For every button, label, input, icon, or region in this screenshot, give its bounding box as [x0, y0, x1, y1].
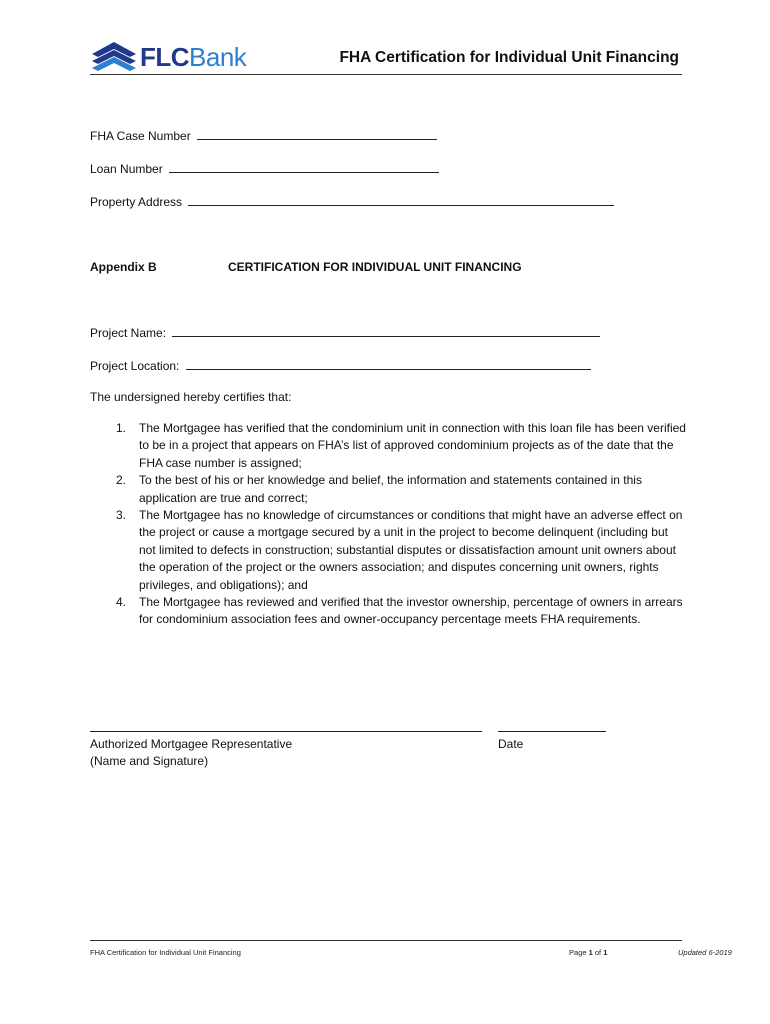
- page-prefix: Page: [569, 948, 587, 957]
- list-item-text: To the best of his or her knowledge and belief, the information and statements contained in this application are true and correct;: [139, 473, 642, 505]
- certification-title: CERTIFICATION FOR INDIVIDUAL UNIT FINANCING: [228, 260, 522, 274]
- flcbank-logo-icon: [90, 40, 140, 74]
- date-label: Date: [498, 737, 524, 751]
- certification-list: [116, 420, 686, 629]
- project-name-field: [90, 325, 600, 341]
- footer-divider: [90, 940, 682, 941]
- logo-text-bank: Bank: [189, 42, 247, 72]
- list-item: [116, 420, 686, 472]
- header-divider: [90, 74, 682, 75]
- list-item: [116, 594, 686, 629]
- list-item-text: The Mortgagee has reviewed and verified that the investor ownership, percentage of owners in arrears for condominium association fees and owner-occupancy percentage meets FHA requirements.: [139, 595, 683, 627]
- signature-line[interactable]: [90, 731, 482, 732]
- list-item-text: The Mortgagee has no knowledge of circumstances or conditions that might have an adverse effect on the project or cause a mortgage secured by a unit in the project to become delinquent (including but not limited to defects in construction; substantial disputes or dissatisfaction amount unit owners about the operation of the project or the owners association; and disputes concerning unit owners, rights privileges, and obligations); and: [139, 508, 683, 592]
- property-address-label: Property Address: [90, 195, 183, 209]
- loan-number-field: [90, 161, 439, 177]
- list-item-number: 1.: [116, 421, 127, 435]
- project-location-label: Project Location:: [90, 359, 180, 373]
- footer-updated: Updated 6-2019: [678, 948, 732, 957]
- document-title: FHA Certification for Individual Unit Financing: [339, 49, 679, 66]
- property-address-input[interactable]: [188, 194, 614, 206]
- logo-wordmark: [140, 41, 246, 73]
- page-total: 1: [603, 948, 608, 957]
- page-current: 1: [588, 948, 593, 957]
- loan-number-input[interactable]: [169, 161, 439, 173]
- project-name-input[interactable]: [172, 325, 600, 337]
- list-item-number: 3.: [116, 508, 127, 523]
- logo-text-flc: FLC: [140, 42, 190, 72]
- rep-sub-label: (Name and Signature): [90, 754, 209, 768]
- page-of: of: [594, 948, 602, 957]
- loan-number-label: Loan Number: [90, 162, 163, 176]
- footer-title: FHA Certification for Individual Unit Financing: [90, 948, 241, 957]
- list-item: [116, 507, 686, 594]
- footer-page-number: [569, 948, 607, 957]
- project-name-label: Project Name:: [90, 326, 167, 340]
- project-location-field: [90, 358, 591, 374]
- date-line[interactable]: [498, 731, 606, 732]
- appendix-label: Appendix B: [90, 260, 157, 274]
- property-address-field: [90, 194, 614, 210]
- fha-case-number-field: [90, 128, 437, 144]
- project-location-input[interactable]: [186, 358, 591, 370]
- list-item-number: 4.: [116, 595, 127, 610]
- certification-intro: The undersigned hereby certifies that:: [90, 390, 292, 404]
- fha-case-number-label: FHA Case Number: [90, 129, 191, 143]
- list-item-number: 2.: [116, 473, 127, 488]
- rep-label: Authorized Mortgagee Representative: [90, 737, 293, 751]
- list-item-text: The Mortgagee has verified that the condominium unit in connection with this loan file has been verified to be in a project that appears on FHA’s list of approved condominium projects as of the date that the FHA case number is assigned;: [139, 421, 686, 470]
- signature-label-block: [90, 736, 292, 770]
- list-item: [116, 472, 686, 507]
- fha-case-number-input[interactable]: [197, 128, 437, 140]
